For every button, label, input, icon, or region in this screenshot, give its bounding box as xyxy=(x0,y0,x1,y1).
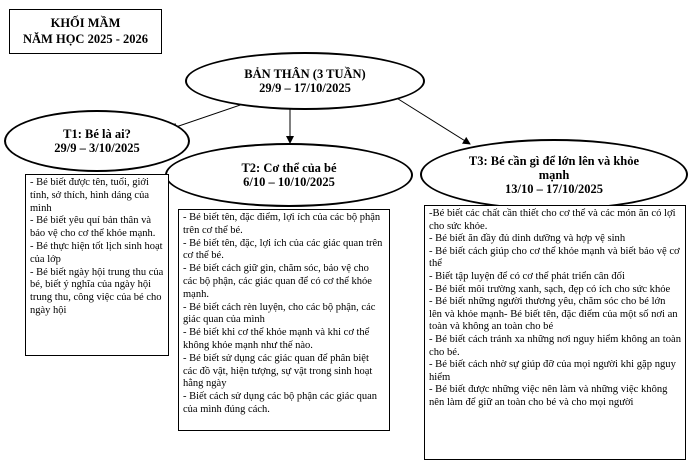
topic2-content-box xyxy=(178,209,390,431)
topic3-item: - Biết tập luyện để có cơ thể phát triển cân đối xyxy=(429,270,625,282)
topic2-ellipse xyxy=(165,143,413,207)
topic3-item: - Bé biết cách giúp cho cơ thể khỏe mạnh và biết bảo vệ cơ thể xyxy=(429,245,680,270)
topic1-item: - Bé biết yêu quí bản thân và bảo vệ cho cơ thể khỏe mạnh. xyxy=(30,215,156,240)
topic3-item: - Bé biết cách tránh xa những nơi nguy hiểm không an toàn cho bé. xyxy=(429,333,681,358)
topic2-item: - Bé biết cách giữ gìn, chăm sóc, bảo vệ cho các bộ phận, các giác quan để có cơ thể khỏe mạnh. xyxy=(183,263,372,300)
topic3-item: - Bé biết được những việc nên làm và những việc không nên làm để giữ an toàn cho bé và cho mọi người xyxy=(429,384,668,408)
center-topic-ellipse xyxy=(185,52,425,110)
topic3-item: - Bé biết những người thương yêu, chăm sóc cho bé lớn lên và khỏe mạnh- Bé biết tên, đặc điểm của một số nơi an toàn và không an toàn cho bé xyxy=(429,296,678,333)
center-topic-dates: 29/9 – 17/10/2025 xyxy=(259,81,351,95)
topic1-content-box xyxy=(25,174,169,356)
topic2-item: - Bé biết cách rèn luyện, cho các bộ phận, các giác quan của mình xyxy=(183,301,376,326)
topic2-dates: 6/10 – 10/10/2025 xyxy=(243,175,335,189)
header-box xyxy=(9,9,162,54)
topic1-item: - Bé biết ngày hội trung thu của bé, biết ý nghĩa của ngày hội trung thu, công việc của bé cho ngày hội xyxy=(30,266,164,316)
topic1-dates: 29/9 – 3/10/2025 xyxy=(54,141,140,155)
topic2-item: - Biết cách sử dụng các bộ phận các giác quan của mình đúng cách. xyxy=(183,391,378,415)
topic2-item: - Bé biết tên, đặc, lợi ích của các giác quan trên cơ thể bé. xyxy=(183,237,383,262)
topic3-content-box xyxy=(424,205,686,460)
topic3-ellipse xyxy=(420,139,688,210)
topic3-item: - Bé biết cách nhờ sự giúp đỡ của mọi người khi gặp nguy hiểm xyxy=(429,359,676,383)
topic3-item: - Bé biết môi trường xanh, sạch, đẹp có ích cho sức khỏe xyxy=(429,283,671,295)
header-line2: NĂM HỌC 2025 - 2026 xyxy=(23,32,148,46)
topic1-ellipse xyxy=(4,110,190,172)
topic2-item: - Bé biết khi cơ thể khỏe mạnh và khi cơ thể không khỏe mạnh như thế nào. xyxy=(183,327,370,351)
topic2-item: - Bé biết sử dụng các giác quan để phân biệt các đồ vật, hiện tượng, sự vật trong sinh hoạt hằng ngày xyxy=(183,352,373,390)
topic2-item: - Bé biết tên, đặc điểm, lợi ích của các bộ phận trên cơ thể bé. xyxy=(183,212,381,236)
topic3-dates: 13/10 – 17/10/2025 xyxy=(505,181,603,196)
topic3-item: - Bé biết ăn đầy đủ dinh dưỡng và hợp vệ sinh xyxy=(429,233,626,245)
topic3-title: T3: Bé cần gì để lớn lên và khỏe mạnh xyxy=(468,153,640,182)
topic1-item: - Bé thực hiện tốt lịch sinh hoạt của lớp xyxy=(30,240,163,265)
header-line1: KHỐI MẦM xyxy=(50,16,121,30)
topic1-title: T1: Bé là ai? xyxy=(63,127,131,141)
center-topic-title: BẢN THÂN (3 TUẦN) xyxy=(244,67,366,81)
topic3-item: -Bé biết các chất cần thiết cho cơ thể và các món ăn có lợi cho sức khỏe. xyxy=(429,208,676,232)
arrow-to-t3 xyxy=(395,97,470,144)
topic2-title: T2: Cơ thể của bé xyxy=(241,161,337,175)
topic1-item: - Bé biết được tên, tuổi, giới tính, sở thích, hình dáng của mình xyxy=(30,177,149,214)
